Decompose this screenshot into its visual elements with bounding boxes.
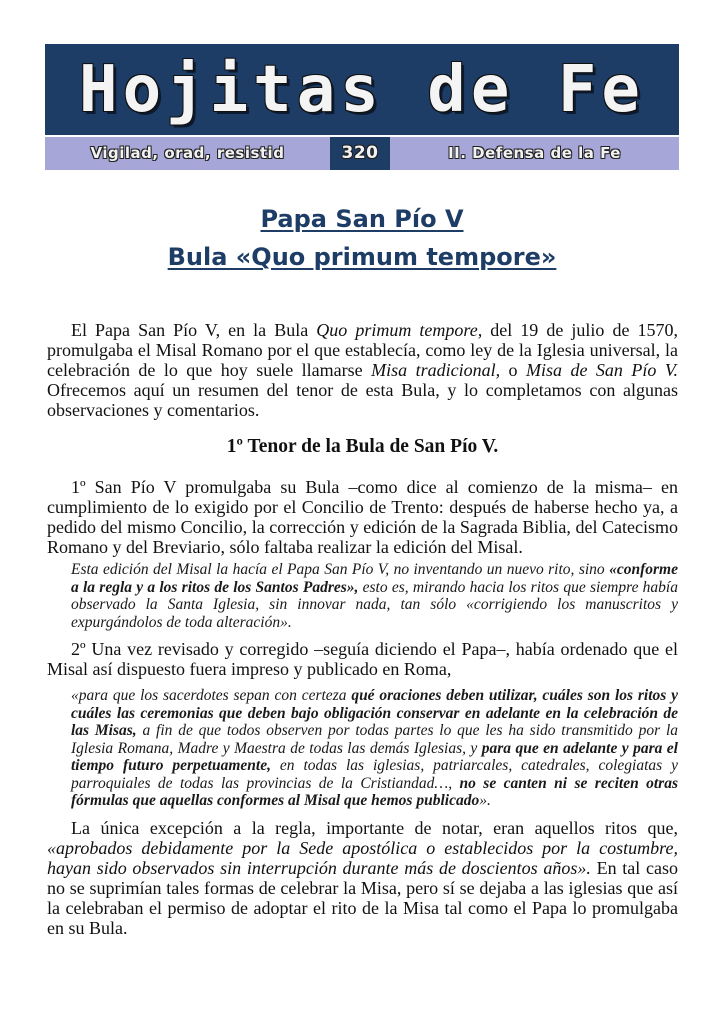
article-title-line1: Papa San Pío V xyxy=(260,205,464,233)
article-title xyxy=(45,200,679,276)
bold-run: «conforme a la regla y a los ritos de los Santos Padres», xyxy=(71,561,678,596)
masthead-subbar xyxy=(45,135,679,170)
bold-run: no se canten ni se reciten otras fórmulas que aquellas conformes al Misal que hemos publicado xyxy=(71,774,678,809)
text-run: del 19 de julio de 1570, promulgaba el Misal Romano por el que establecía, como ley de la Iglesia universal, la celebración de lo que hoy suele llamarse xyxy=(47,320,678,380)
issue-number: 320 xyxy=(330,137,390,170)
publication-title: Hojitas de Fe xyxy=(45,44,679,135)
bold-run: para que en adelante y para el tiempo futuro perpetuamente, xyxy=(71,739,678,774)
note-1 xyxy=(71,561,678,631)
article-body xyxy=(47,320,678,938)
motto: Vigilad, orad, resistid xyxy=(90,144,285,162)
text-run: o xyxy=(500,360,526,380)
bold-run: qué oraciones deben utilizar, cuáles son los ritos y cuáles las ceremonias que deben bajo obligación conservar en adelante en la celebración de las Misas, xyxy=(71,687,678,739)
text-run: ». xyxy=(479,792,491,809)
italic-run: Quo primum tempore, xyxy=(316,320,483,340)
text-run: a fin de que todos observen por todas partes lo que les ha sido transmitido por la Iglesia Romana, Madre y Maestra de todas las demás Iglesias, y xyxy=(71,722,678,757)
italic-run: Misa de San Pío V. xyxy=(526,360,678,380)
text-run: esto es, mirando hacia los ritos que siempre había observado la Santa Iglesia, sin innovar nada, tan sólo «corrigiendo los manuscritos y expurgándolos de toda alteración». xyxy=(71,578,678,631)
paragraph-2: 2º Una vez revisado y corregido –seguía diciendo el Papa–, había ordenado que el Misal así dispuesto fuera impreso y publicado en Roma, xyxy=(47,639,678,679)
section-label: II. Defensa de la Fe xyxy=(448,144,621,162)
masthead xyxy=(45,44,679,170)
text-run: «para que los sacerdotes sepan con certeza xyxy=(71,687,352,704)
paragraph-3 xyxy=(47,818,678,938)
text-run: Esta edición del Misal la hacía el Papa San Pío V, no inventando un nuevo rito, sino xyxy=(71,561,610,578)
section-heading: 1º Tenor de la Bula de San Pío V. xyxy=(226,436,499,457)
text-run: En tal caso no se suprimían tales formas de celebrar la Misa, pero sí se dejaba a las iglesias que así la celebraban el permiso de adoptar el rito de la Misa tal como el Papa lo promulgaba en su Bula. xyxy=(47,857,678,938)
article-title-line2: Bula «Quo primum tempore» xyxy=(167,243,557,271)
text-run: en todas las iglesias, patriarcales, catedrales, colegiatas y parroquiales de todas las provincias de la Cristiandad…, xyxy=(71,757,678,792)
intro-paragraph xyxy=(47,320,678,420)
italic-run: «aprobados debidamente por la Sede apostólica o establecidos por la costumbre, hayan sido observados sin interrupción durante más de doscientos años». xyxy=(47,837,678,878)
text-run: El Papa San Pío V, en la Bula xyxy=(71,320,317,340)
text-run: La única excepción a la regla, importante de notar, eran aquellos ritos que, xyxy=(71,817,678,838)
text-run: Ofrecemos aquí un resumen del tenor de esta Bula, y lo completamos con algunas observaciones y comentarios. xyxy=(47,380,678,420)
italic-run: Misa tradicional, xyxy=(371,360,501,380)
paragraph-1: 1º San Pío V promulgaba su Bula –como dice al comienzo de la misma– en cumplimiento de lo exigido por el Concilio de Trento: después de haberse hecho ya, a pedido del mismo Concilio, la corrección y edición de la Sagrada Biblia, del Catecismo Romano y del Breviario, sólo faltaba realizar la edición del Misal. xyxy=(47,477,678,557)
quote-2 xyxy=(71,687,678,810)
